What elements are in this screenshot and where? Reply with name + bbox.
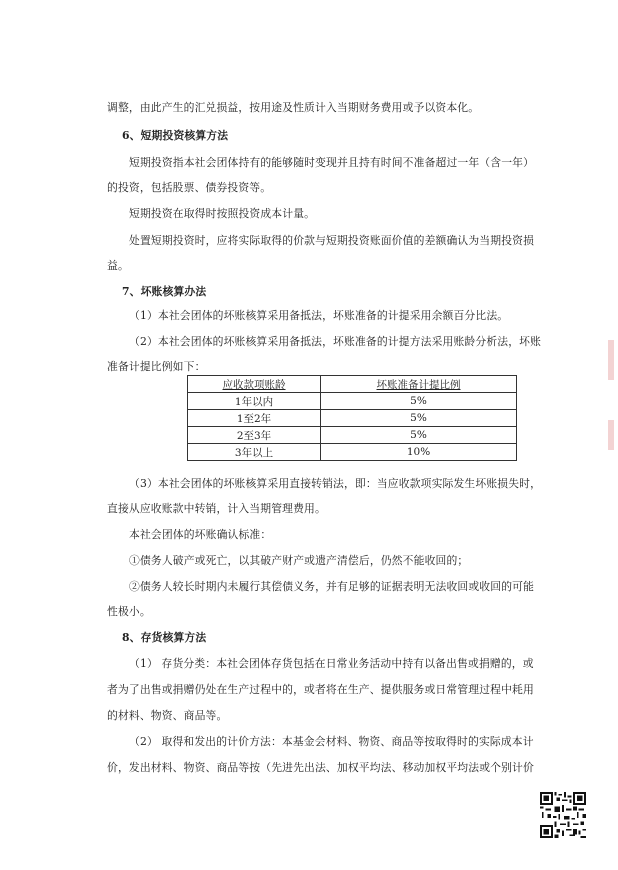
section-heading-7: 7、坏账核算办法 (122, 285, 207, 298)
qr-code-icon (540, 792, 586, 838)
ratio-cell: 10% (321, 444, 517, 461)
paragraph-line: （1）本社会团体的坏账核算采用备抵法，坏账准备的计提采用余额百分比法。 (129, 309, 509, 322)
table-row (188, 444, 517, 461)
paragraph-line: （2）本社会团体的坏账核算采用备抵法，坏账准备的计提方法采用账龄分析法，坏账 (129, 335, 542, 348)
paragraph-line: ①债务人破产或死亡，以其破产财产或遗产清偿后，仍然不能收回的； (129, 554, 469, 567)
paragraph-line: 者为了出售或捐赠仍处在生产过程中的，或者将在生产、提供服务或日常管理过程中耗用 (107, 683, 534, 696)
paragraph-line: 性极小。 (107, 605, 151, 618)
paragraph-line: 价，发出材料、物资、商品等按（先进先出法、加权平均法、移动加权平均法或个别计价 (107, 761, 534, 774)
paragraph-line: 处置短期投资时，应将实际取得的价款与短期投资账面价值的差额确认为当期投资损 (129, 234, 535, 247)
aging-cell: 2至3年 (188, 427, 321, 444)
ratio-cell: 5% (321, 410, 517, 427)
aging-cell: 3年以上 (188, 444, 321, 461)
paragraph-line: 益。 (107, 259, 129, 272)
seal-edge-mark (608, 340, 614, 380)
bad-debt-ratio-table (187, 375, 517, 461)
paragraph-line: 准备计提比例如下： (107, 360, 206, 373)
seal-edge-mark (608, 420, 614, 450)
paragraph-line: 短期投资指本社会团体持有的能够随时变现并且持有时间不准备超过一年（含一年） (129, 156, 535, 169)
paragraph-line: ②债务人较长时期内未履行其偿债义务，并有足够的证据表明无法收回或收回的可能 (129, 580, 535, 593)
table-row (188, 393, 517, 410)
paragraph-line: （1） 存货分类：本社会团体存货包括在日常业务活动中持有以备出售或捐赠的，或 (129, 657, 534, 670)
section-heading-8: 8、存货核算方法 (122, 631, 207, 644)
aging-cell: 1年以内 (188, 393, 321, 410)
section-heading-6: 6、短期投资核算方法 (122, 129, 229, 142)
table-row (188, 427, 517, 444)
paragraph-line: 调整，由此产生的汇兑损益，按用途及性质计入当期财务费用或予以资本化。 (107, 101, 480, 114)
table-header-cell: 应收款项账龄 (188, 376, 321, 393)
table-header-row (188, 376, 517, 393)
paragraph-line: 的材料、物资、商品等。 (107, 709, 228, 722)
paragraph-line: 的投资，包括股票、债券投资等。 (107, 181, 272, 194)
table-row (188, 410, 517, 427)
aging-cell: 1至2年 (188, 410, 321, 427)
paragraph-line: （3）本社会团体的坏账核算采用直接转销法，即：当应收款项实际发生坏账损失时， (129, 477, 542, 490)
ratio-cell: 5% (321, 427, 517, 444)
table-header-cell: 坏账准备计提比例 (321, 376, 517, 393)
paragraph-line: （2） 取得和发出的计价方法：本基金会材料、物资、商品等按取得时的实际成本计 (129, 735, 534, 748)
paragraph-line: 本社会团体的坏账确认标准： (129, 528, 272, 541)
ratio-cell: 5% (321, 393, 517, 410)
paragraph-line: 直接从应收账款中转销，计入当期管理费用。 (107, 502, 326, 515)
paragraph-line: 短期投资在取得时按照投资成本计量。 (129, 207, 316, 220)
